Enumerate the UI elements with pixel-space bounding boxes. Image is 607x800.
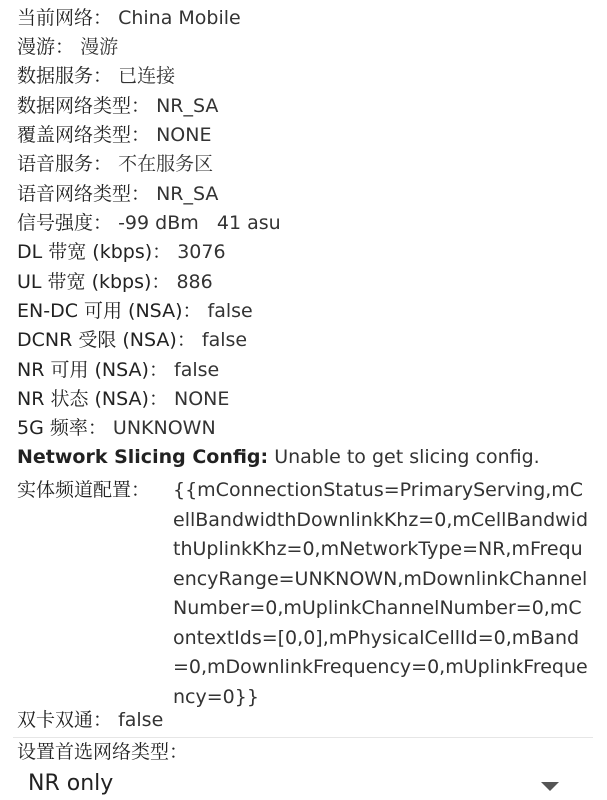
- row-label: NR 可用 (NSA)：: [17, 359, 168, 381]
- row-label: 漫游：: [17, 36, 75, 58]
- row-value: false: [174, 359, 220, 381]
- row-label: UL 带宽 (kbps)：: [17, 271, 171, 293]
- row-value: Unable to get slicing config.: [274, 446, 540, 468]
- row-current-network: [17, 4, 241, 33]
- row-label: NR 状态 (NSA)：: [17, 388, 168, 410]
- row-value: 不在服务区: [118, 153, 214, 175]
- row-value: NONE: [156, 124, 212, 146]
- row-value: 漫游: [80, 36, 119, 58]
- preferred-network-selected: NR only: [28, 771, 114, 796]
- row-voice-network-type: [17, 180, 218, 209]
- row-value: 886: [176, 271, 213, 293]
- row-5g-frequency: [17, 414, 216, 443]
- row-dsds: [17, 706, 163, 735]
- row-value: NR_SA: [156, 95, 219, 117]
- row-value: 已连接: [118, 65, 176, 87]
- row-label: 覆盖网络类型：: [17, 124, 151, 146]
- row-label: 信号强度：: [17, 212, 113, 234]
- row-voice-service: [17, 150, 213, 179]
- row-value: China Mobile: [118, 7, 241, 29]
- dropdown-arrow-icon: [541, 782, 559, 791]
- physical-channel-value: {{mConnectionStatus=PrimaryServing,mCellBandwidthDownlinkKhz=0,mCellBandwidthUplinkKhz=0,mNetworkType=NR,mFrequencyRange=UNKNOWN,mDownlinkChannelNumber=0,mUplinkChannelNumber=0,mContextIds=[0,0],mPhysicalCellId=0,mBand=0,mDownlinkFrequency=0,mUplinkFrequency=0}}: [173, 479, 589, 708]
- row-value: -99 dBm 41 asu: [118, 212, 281, 234]
- row-value: NR_SA: [156, 183, 219, 205]
- row-value: 3076: [177, 241, 226, 263]
- row-data-service: [17, 62, 175, 91]
- preferred-network-dropdown[interactable]: [0, 766, 607, 800]
- row-label: 数据服务：: [17, 65, 113, 87]
- row-dl-bandwidth: [17, 238, 226, 267]
- row-signal-strength: [17, 209, 281, 238]
- row-label: 数据网络类型：: [17, 95, 151, 117]
- row-roaming: [17, 33, 118, 62]
- row-label: EN-DC 可用 (NSA)：: [17, 300, 202, 322]
- row-label: 双卡双通：: [17, 709, 113, 731]
- row-label: DL 带宽 (kbps)：: [17, 241, 172, 263]
- row-label: 语音网络类型：: [17, 183, 151, 205]
- row-data-network-type: [17, 92, 218, 121]
- row-label: 语音服务：: [17, 153, 113, 175]
- row-value: NONE: [174, 388, 230, 410]
- row-value: false: [118, 709, 164, 731]
- row-value: false: [207, 300, 253, 322]
- row-label: Network Slicing Config:: [17, 446, 269, 468]
- row-dcnr-restricted: [17, 326, 247, 355]
- row-override-network-type: [17, 121, 211, 150]
- row-label: 当前网络：: [17, 7, 113, 29]
- row-value: false: [201, 329, 248, 351]
- row-value: UNKNOWN: [112, 417, 216, 439]
- row-endc-available: [17, 297, 253, 326]
- preferred-network-label: 设置首选网络类型：: [17, 741, 189, 763]
- row-nr-available: [17, 356, 219, 385]
- row-label: DCNR 受限 (NSA)：: [17, 329, 196, 351]
- row-network-slicing: [17, 443, 540, 472]
- row-label: 实体频道配置：: [17, 479, 151, 501]
- row-label: 5G 频率：: [17, 417, 107, 439]
- row-ul-bandwidth: [17, 268, 213, 297]
- row-nr-state: [17, 385, 229, 414]
